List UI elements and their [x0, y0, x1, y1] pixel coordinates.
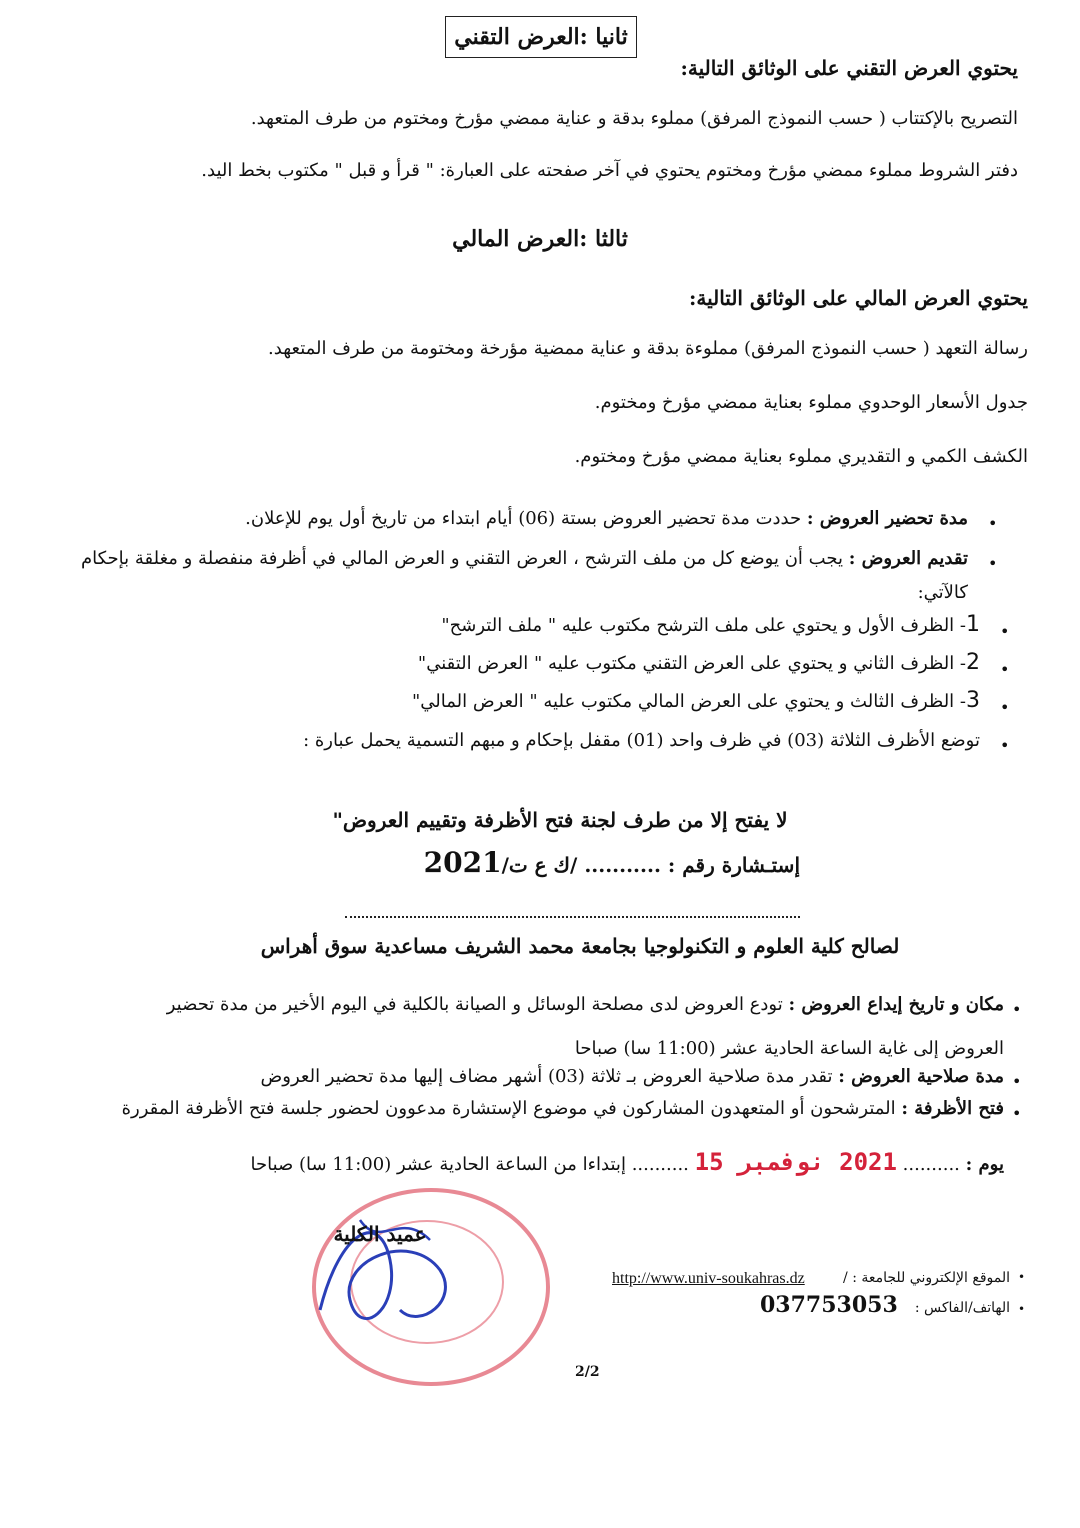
envelope-item-number: 2	[966, 650, 980, 675]
page-number: 2/2	[575, 1364, 600, 1380]
bullet: •	[1000, 622, 1010, 641]
opening-text: المترشحون أو المتعهدون المشاركون في موضوع الإستشارة مدعوون لحضور جلسة فتح الأظرفة المقررة	[121, 1098, 896, 1119]
submit-paragraph	[8, 548, 968, 569]
validity-text: تقدر مدة صلاحية العروض بـ ثلاثة (03) أشهر مضاف إليها مدة تحضير العروض	[260, 1066, 833, 1087]
handwritten-signature	[300, 1190, 470, 1360]
opening-dots-left: ..........	[631, 1154, 689, 1175]
envelope-item-3	[280, 688, 980, 713]
technical-offer-heading: ثانيا :العرض التقني	[445, 16, 637, 58]
envelope-notice: لا يفتح إلا من طرف لجنة فتح الأظرفة وتقييم العروض"	[332, 808, 788, 832]
envelope-instruction: توضع الأظرف الثلاثة (03) في ظرف واحد (01) مقفل بإحكام و مبهم التسمية يحمل عبارة :	[303, 730, 980, 751]
opening-day-line	[74, 1148, 1004, 1176]
financial-line-3: الكشف الكمي و التقديري مملوء بعناية ممضي مؤرخ ومختوم.	[574, 446, 1028, 467]
envelope-item-text: - الظرف الثاني و يحتوي على العرض التقني مكتوب عليه " العرض التقني"	[417, 653, 966, 674]
envelope-item-2	[280, 650, 980, 675]
envelope-item-text: - الظرف الثالث و يحتوي على العرض المالي مكتوب عليه " العرض المالي"	[411, 691, 966, 712]
consultation-dots: ...........	[584, 853, 661, 877]
submit-cont: كالآتي:	[917, 582, 968, 603]
prep-text: حددت مدة تحضير العروض بستة (06) أيام ابتداء من تاريخ أول يوم للإعلان.	[245, 508, 802, 529]
bullet: •	[1000, 698, 1010, 717]
bullet: •	[988, 554, 998, 573]
technical-line-2: دفتر الشروط مملوء ممضي مؤرخ ومختوم يحتوي في آخر صفحته على العبارة: " قرأ و قبل " مكتوب بخط اليد.	[201, 160, 1018, 181]
website-link[interactable]: http://www.univ-soukahras.dz	[612, 1270, 805, 1287]
prep-paragraph	[88, 508, 968, 529]
bullet: •	[1012, 1104, 1022, 1123]
financial-offer-heading: ثالثا :العرض المالي	[452, 226, 628, 252]
envelope-item-1	[280, 612, 980, 637]
deposit-cont: العروض إلى غاية الساعة الحادية عشر (11:00 سا) صباحا	[574, 1038, 1004, 1059]
phone-label: الهاتف/الفاكس :	[914, 1300, 1010, 1316]
bullet: •	[1000, 736, 1010, 755]
submit-text: يجب أن يوضع كل من ملف الترشح ، العرض التقني و العرض المالي في أظرفة منفصلة و مغلقة بإحكام	[80, 548, 843, 569]
beneficiary-line: لصالح كلية العلوم و التكنولوجيا بجامعة محمد الشريف مساعدية سوق أهراس	[260, 934, 900, 958]
financial-intro: يحتوي العرض المالي على الوثائق التالية:	[688, 286, 1028, 310]
financial-line-1: رسالة التعهد ( حسب النموذج المرفق) مملوءة بدقة و عناية ممضية مؤرخة ومختومة من طرف المتعهد.	[268, 338, 1028, 359]
envelope-item-number: 3	[966, 688, 980, 713]
bullet: •	[1012, 1072, 1022, 1091]
technical-intro: يحتوي العرض التقني على الوثائق التالية:	[680, 56, 1018, 80]
bullet: •	[1012, 1000, 1022, 1019]
submit-label: تقديم العروض :	[848, 548, 968, 569]
consultation-year: 2021	[423, 846, 502, 879]
bullet: •	[988, 514, 998, 533]
opening-day-label: يوم :	[965, 1154, 1004, 1175]
opening-paragraph	[74, 1098, 1004, 1119]
deposit-paragraph	[74, 994, 1004, 1015]
opening-time: إبتداءا من الساعة الحادية عشر (11:00 سا) صباحا	[250, 1154, 626, 1175]
validity-paragraph	[74, 1066, 1004, 1087]
phone-number: 037753053	[760, 1292, 898, 1318]
deposit-text: تودع العروض لدى مصلحة الوسائل و الصيانة بالكلية في اليوم الأخير من مدة تحضير	[166, 994, 783, 1015]
bullet: •	[1000, 660, 1010, 679]
opening-dots-right: ..........	[902, 1154, 960, 1175]
consultation-ref: /ك ع ت/	[501, 853, 578, 877]
deposit-label: مكان و تاريخ إيداع العروض :	[788, 994, 1004, 1015]
bullet: •	[1018, 1302, 1026, 1316]
envelope-item-number: 1	[966, 612, 980, 637]
technical-line-1: التصريح بالإكتتاب ( حسب النموذج المرفق) مملوء بدقة و عناية ممضي مؤرخ ومختوم من طرف المتعهد.	[250, 108, 1018, 129]
prep-label: مدة تحضير العروض :	[806, 508, 968, 529]
envelope-item-text: - الظرف الأول و يحتوي على ملف الترشح مكتوب عليه " ملف الترشح"	[441, 615, 966, 636]
consultation-number	[360, 846, 800, 879]
financial-line-2: جدول الأسعار الوحدوي مملوء بعناية ممضي مؤرخ ومختوم.	[594, 392, 1028, 413]
opening-label: فتح الأظرفة :	[901, 1098, 1004, 1119]
consultation-label: إستـشارة رقم :	[667, 853, 800, 877]
bullet: •	[1018, 1270, 1026, 1284]
dotted-divider	[345, 914, 800, 918]
opening-date-stamp: 2021 نوفمبر 15	[694, 1148, 897, 1176]
dean-title: عميد الكلية	[333, 1222, 427, 1246]
website-label: الموقع الإلكتروني للجامعة : /	[843, 1270, 1010, 1286]
validity-label: مدة صلاحية العروض :	[838, 1066, 1004, 1087]
